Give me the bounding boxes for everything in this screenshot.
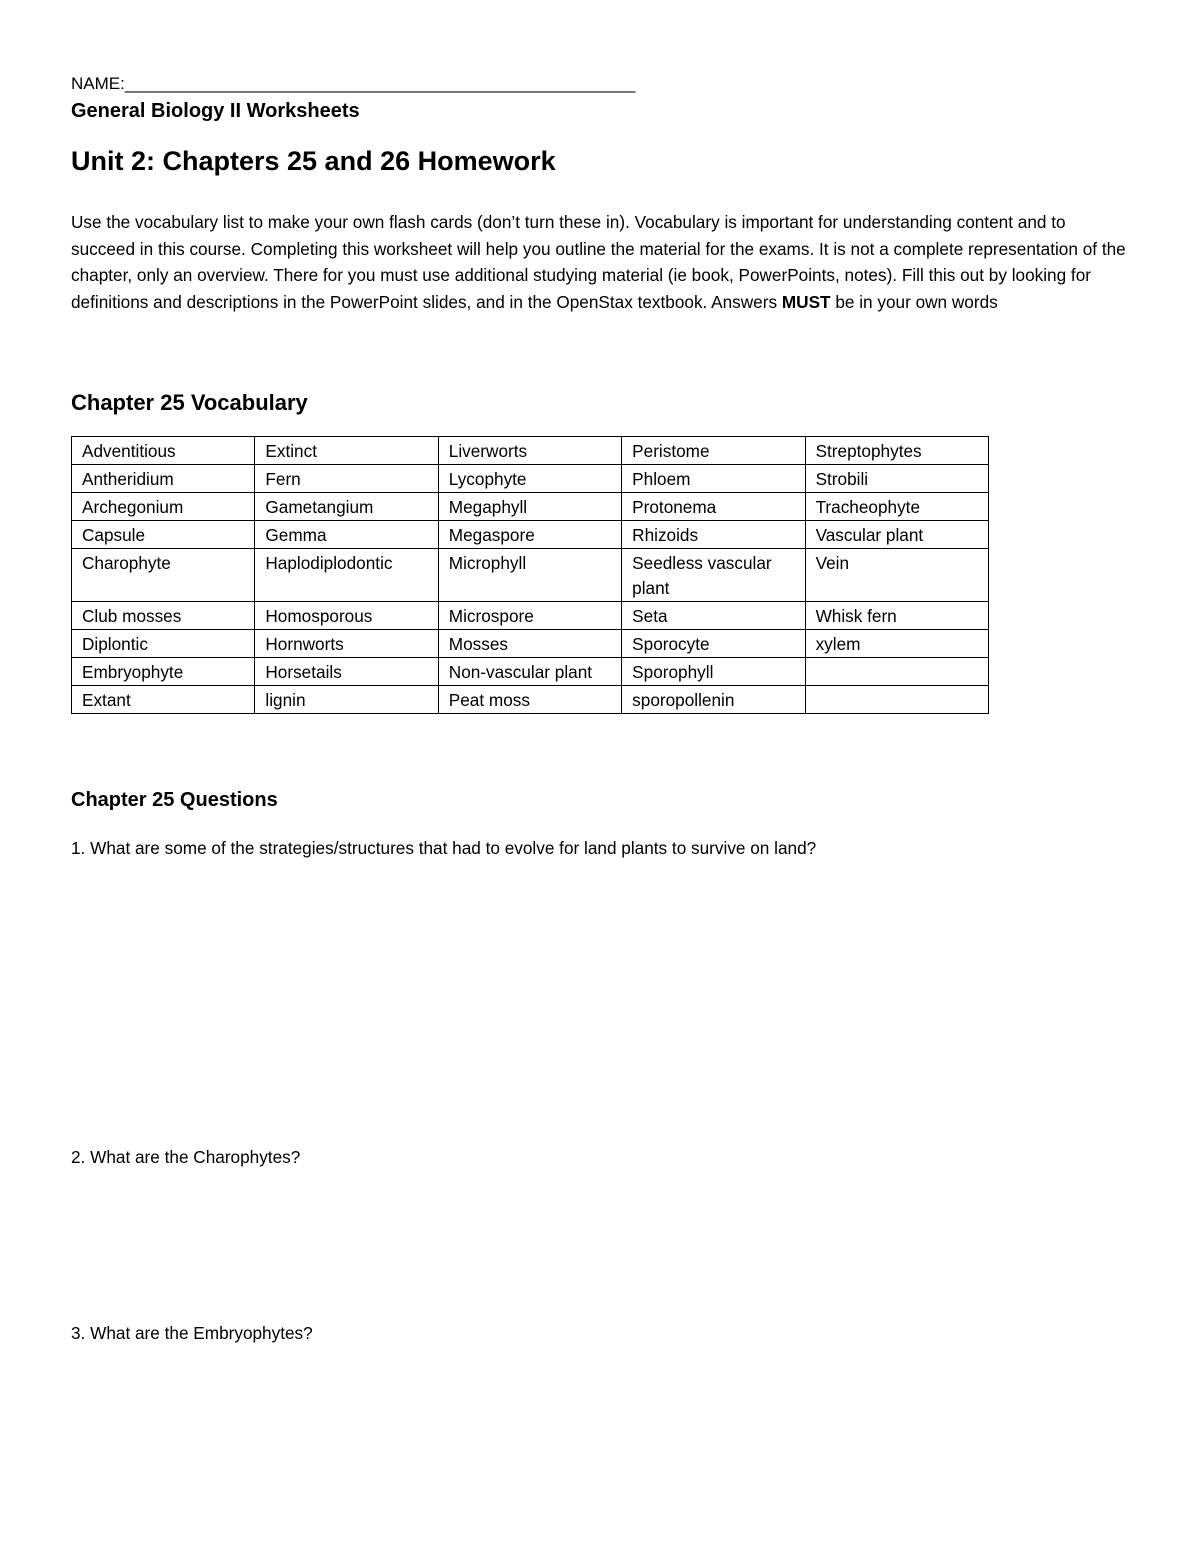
vocabulary-term: Hornworts [255, 630, 438, 658]
vocabulary-term: Seta [622, 602, 805, 630]
instructions-text-part1: Use the vocabulary list to make your own flash cards (don’t turn these in). Vocabulary is important for understanding content and to succeed in this course. Completing this worksheet will help you outline the material for the exams. It is not a complete representation of the chapter, only an overview. There for you must use additional studying material (ie book, PowerPoints, notes). Fill this out by looking for definitions and descriptions in the PowerPoint slides, and in the OpenStax textbook. Answers [71, 212, 1126, 312]
vocabulary-term: Homosporous [255, 602, 438, 630]
vocabulary-term: Diplontic [72, 630, 255, 658]
vocabulary-term: Lycophyte [438, 465, 621, 493]
instructions-paragraph [71, 209, 1131, 315]
vocabulary-term: Microspore [438, 602, 621, 630]
vocabulary-term: Rhizoids [622, 521, 805, 549]
vocabulary-term: Microphyll [438, 549, 621, 602]
vocabulary-term: Megaphyll [438, 493, 621, 521]
vocabulary-term: Sporophyll [622, 658, 805, 686]
vocabulary-term: Phloem [622, 465, 805, 493]
vocabulary-term: Fern [255, 465, 438, 493]
vocabulary-term: Club mosses [72, 602, 255, 630]
vocabulary-term: Seedless vascular plant [622, 549, 805, 602]
vocabulary-term: Archegonium [72, 493, 255, 521]
vocabulary-row [72, 686, 989, 714]
vocabulary-term: Strobili [805, 465, 988, 493]
vocabulary-table [71, 436, 989, 714]
vocabulary-term: Antheridium [72, 465, 255, 493]
vocabulary-heading: Chapter 25 Vocabulary [71, 390, 308, 415]
vocabulary-term: Charophyte [72, 549, 255, 602]
vocabulary-term: Peristome [622, 437, 805, 465]
question-2: 2. What are the Charophytes? [71, 1147, 301, 1167]
vocabulary-row [72, 630, 989, 658]
vocabulary-term: Horsetails [255, 658, 438, 686]
vocabulary-term: Gemma [255, 521, 438, 549]
vocabulary-term: Embryophyte [72, 658, 255, 686]
vocabulary-term: Extant [72, 686, 255, 714]
vocabulary-term: Sporocyte [622, 630, 805, 658]
instructions-text-part2: be in your own words [830, 291, 998, 312]
questions-heading: Chapter 25 Questions [71, 789, 278, 811]
vocabulary-term: Whisk fern [805, 602, 988, 630]
vocabulary-term: Megaspore [438, 521, 621, 549]
vocabulary-term: lignin [255, 686, 438, 714]
vocabulary-term: Peat moss [438, 686, 621, 714]
vocabulary-term: Streptophytes [805, 437, 988, 465]
vocabulary-term [805, 658, 988, 686]
vocabulary-row [72, 493, 989, 521]
vocabulary-term: Gametangium [255, 493, 438, 521]
vocabulary-table-body [72, 437, 989, 714]
vocabulary-term: Liverworts [438, 437, 621, 465]
instructions-emphasis: MUST [781, 291, 831, 312]
vocabulary-term: Vascular plant [805, 521, 988, 549]
question-3: 3. What are the Embryophytes? [71, 1323, 313, 1343]
vocabulary-row [72, 658, 989, 686]
vocabulary-term: Vein [805, 549, 988, 602]
vocabulary-term: Tracheophyte [805, 493, 988, 521]
vocabulary-term: Extinct [255, 437, 438, 465]
vocabulary-row [72, 549, 989, 602]
vocabulary-term [805, 686, 988, 714]
vocabulary-term: Adventitious [72, 437, 255, 465]
vocabulary-row [72, 521, 989, 549]
vocabulary-term: xylem [805, 630, 988, 658]
course-title: General Biology II Worksheets [71, 100, 360, 122]
vocabulary-term: Mosses [438, 630, 621, 658]
vocabulary-row [72, 437, 989, 465]
vocabulary-term: Capsule [72, 521, 255, 549]
vocabulary-term: sporopollenin [622, 686, 805, 714]
question-1: 1. What are some of the strategies/structures that had to evolve for land plants to survive on land? [71, 838, 817, 858]
vocabulary-row [72, 602, 989, 630]
name-field-line: NAME:______________________________________________________ [71, 74, 636, 93]
vocabulary-term: Non-vascular plant [438, 658, 621, 686]
vocabulary-row [72, 465, 989, 493]
vocabulary-term: Protonema [622, 493, 805, 521]
unit-title: Unit 2: Chapters 25 and 26 Homework [71, 146, 556, 176]
vocabulary-term: Haplodiplodontic [255, 549, 438, 602]
